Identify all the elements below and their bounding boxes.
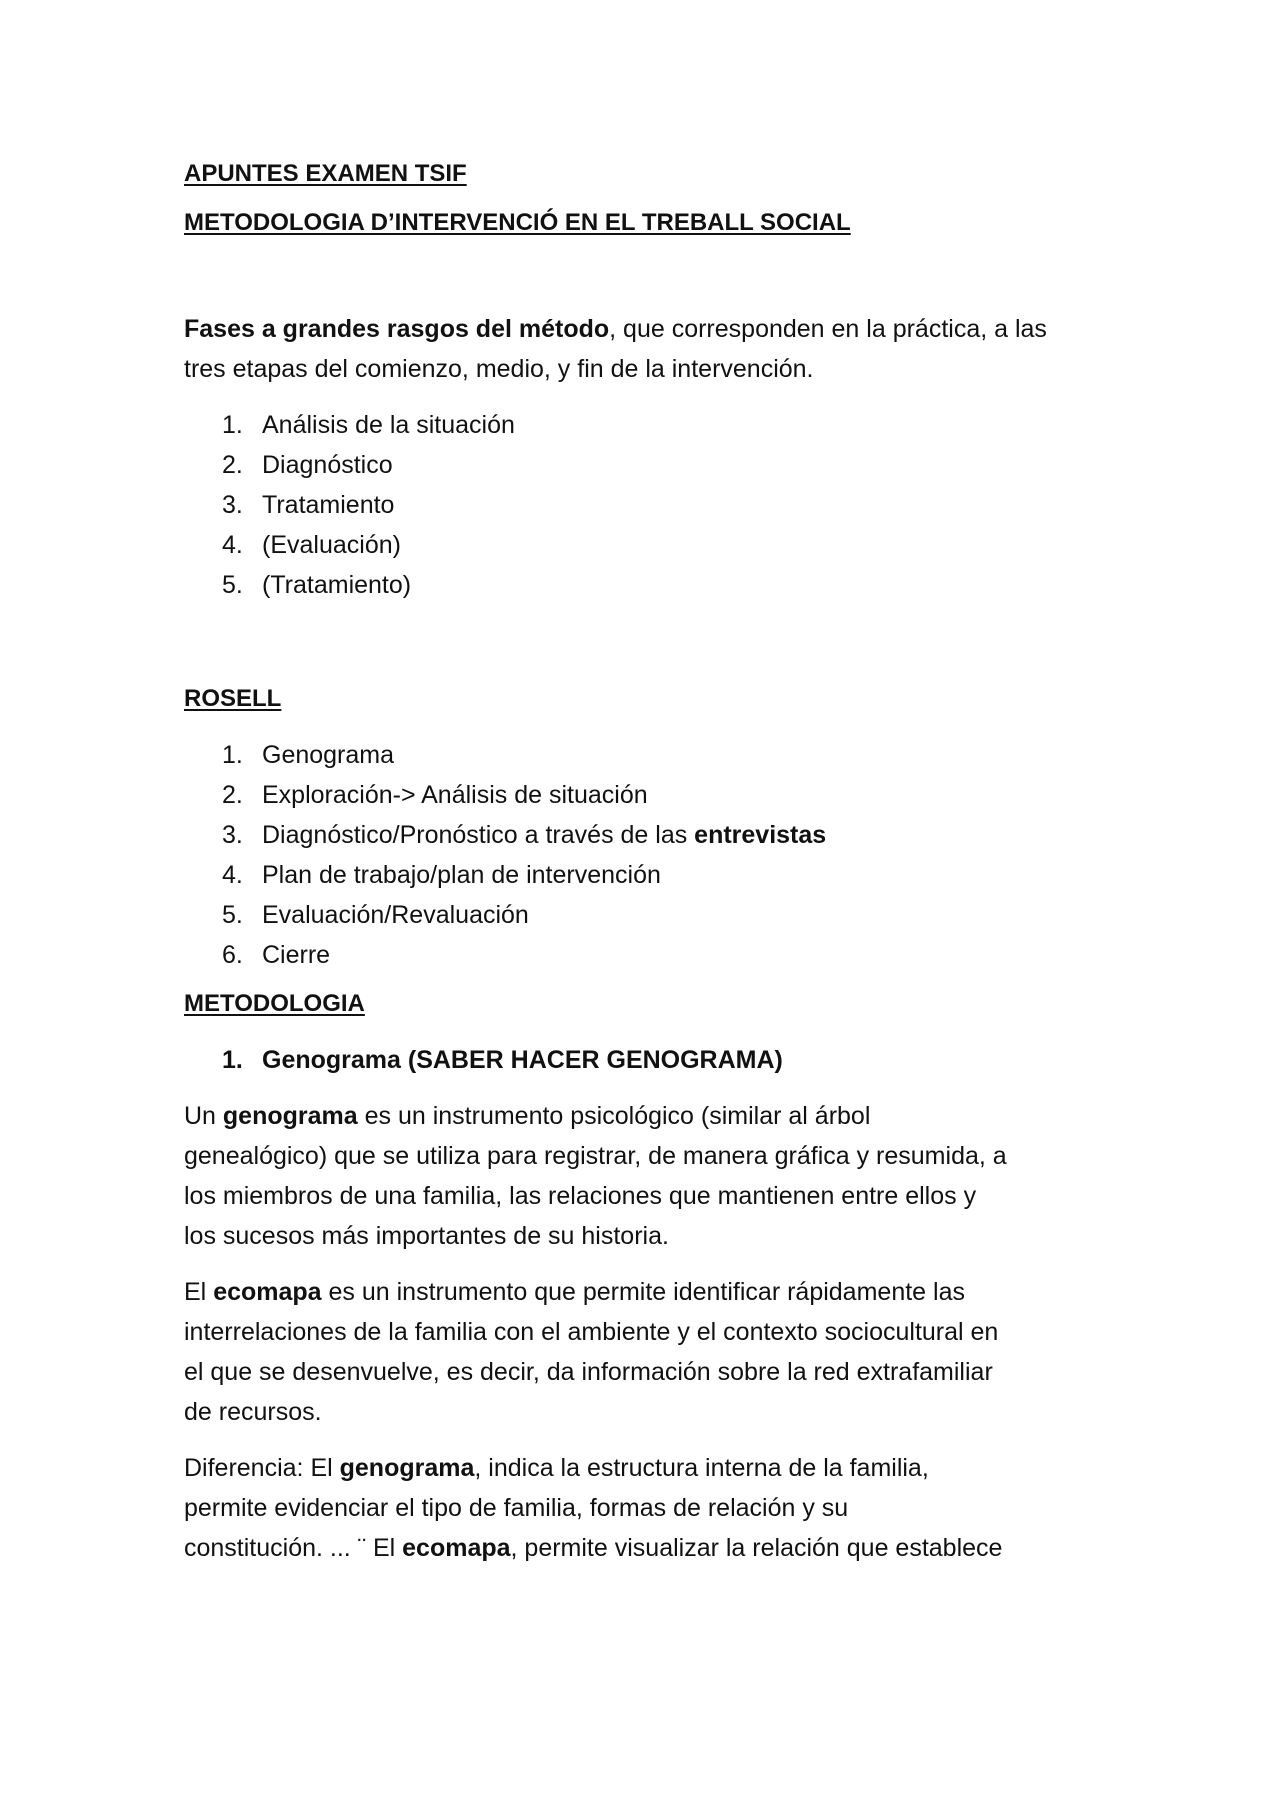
rosell-heading: ROSELL — [184, 685, 282, 712]
doc-subtitle: METODOLOGIA D’INTERVENCIÓ EN EL TREBALL SOCIAL — [184, 209, 851, 236]
list-item: 1. Análisis de la situación — [222, 411, 515, 439]
metodologia-list — [184, 1040, 1104, 1080]
list-item: 3. Diagnóstico/Pronóstico a través de las entrevistas — [222, 821, 827, 849]
diferencia-paragraph: Diferencia: El genograma, indica la estructura interna de la familia, permite evidenciar el tipo de familia, formas de relación y su constitución. ... ¨ El ecomapa, permite visualizar la relación que establece — [184, 1454, 1003, 1562]
document-page — [184, 154, 1104, 1568]
rosell-list — [184, 735, 1104, 975]
intro-text-1: , que corresponden en la práctica, a las — [609, 315, 1047, 343]
list-item: 3. Tratamiento — [222, 491, 395, 519]
intro-text-2: tres etapas del comienzo, medio, y fin de la intervención. — [184, 355, 814, 383]
ecomapa-paragraph: El ecomapa es un instrumento que permite identificar rápidamente las interrelaciones de la familia con el ambiente y el contexto sociocultural en el que se desenvuelve, es decir, da información sobre la red extrafamiliar de recursos. — [184, 1278, 999, 1426]
list-item: 4. Plan de trabajo/plan de intervención — [222, 861, 661, 889]
list-item: 4. (Evaluación) — [222, 531, 401, 559]
list-item: 2. Exploración-> Análisis de situación — [222, 781, 648, 809]
list-item: 5. (Tratamiento) — [222, 571, 412, 599]
list-item: 2. Diagnóstico — [222, 451, 393, 479]
list-item: 5. Evaluación/Revaluación — [222, 901, 529, 929]
phases-list — [184, 405, 1104, 605]
metodologia-heading: METODOLOGIA — [184, 990, 365, 1017]
intro-bold: Fases a grandes rasgos del método — [184, 315, 610, 343]
genograma-paragraph: Un genograma es un instrumento psicológico (similar al árbol genealógico) que se utiliza para registrar, de manera gráfica y resumida, a los miembros de una familia, las relaciones que mantienen entre ellos y los sucesos más importantes de su historia. — [184, 1102, 1007, 1250]
intro-paragraph — [184, 309, 1104, 389]
list-item: 1. Genograma (SABER HACER GENOGRAMA) — [222, 1046, 783, 1074]
list-item: 6. Cierre — [222, 941, 331, 969]
doc-title: APUNTES EXAMEN TSIF — [184, 160, 467, 187]
list-item: 1. Genograma — [222, 741, 395, 769]
